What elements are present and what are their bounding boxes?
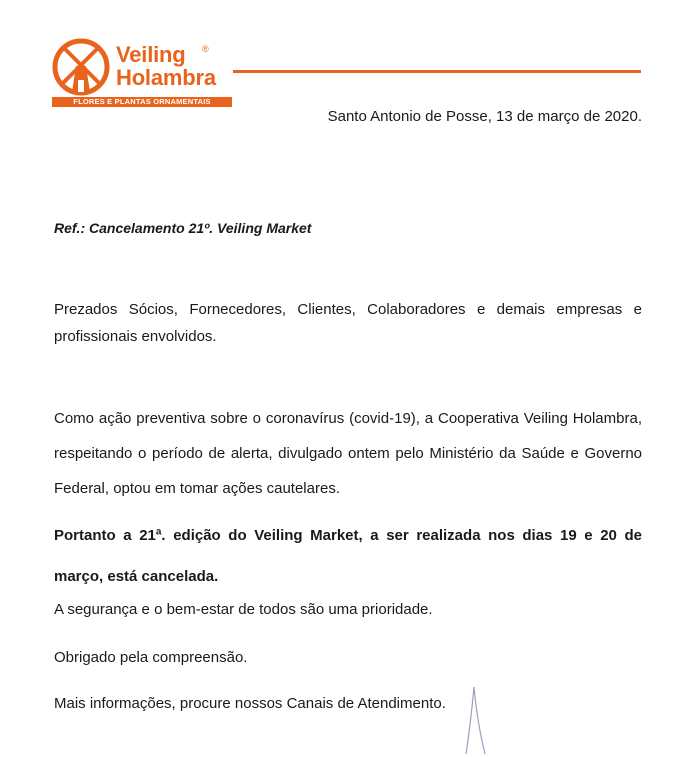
date-line: Santo Antonio de Posse, 13 de março de 2020. [327,108,642,125]
signature-stroke [460,684,490,757]
more-info-paragraph: Mais informações, procure nossos Canais de Atendimento. [54,695,446,712]
veiling-holambra-logo [52,38,234,110]
logo-tagline: FLORES E PLANTAS ORNAMENTAIS [52,97,232,107]
cancellation-paragraph: Portanto a 21ª. edição do Veiling Market, a ser realizada nos dias 19 e 20 de março, está cancelada. [54,527,642,585]
logo-name-line1: Veiling [116,42,186,67]
logo-registered-mark: ® [202,44,209,54]
reference-line: Ref.: Cancelamento 21º. Veiling Market [54,220,312,236]
logo-name-line2: Holambra [116,65,216,90]
safety-paragraph: A segurança e o bem-estar de todos são uma prioridade. [54,601,433,618]
windmill-logo-icon [52,38,110,96]
header-divider [233,70,641,73]
greeting-paragraph: Prezados Sócios, Fornecedores, Clientes, Colaboradores e demais empresas e profissionais envolvidos. [54,301,642,345]
action-paragraph: Como ação preventiva sobre o coronavírus (covid-19), a Cooperativa Veiling Holambra, respeitando o período de alerta, divulgado ontem pelo Ministério da Saúde e Governo Federal, optou em tomar ações cautelares. [54,410,642,497]
thanks-paragraph: Obrigado pela compreensão. [54,649,248,666]
